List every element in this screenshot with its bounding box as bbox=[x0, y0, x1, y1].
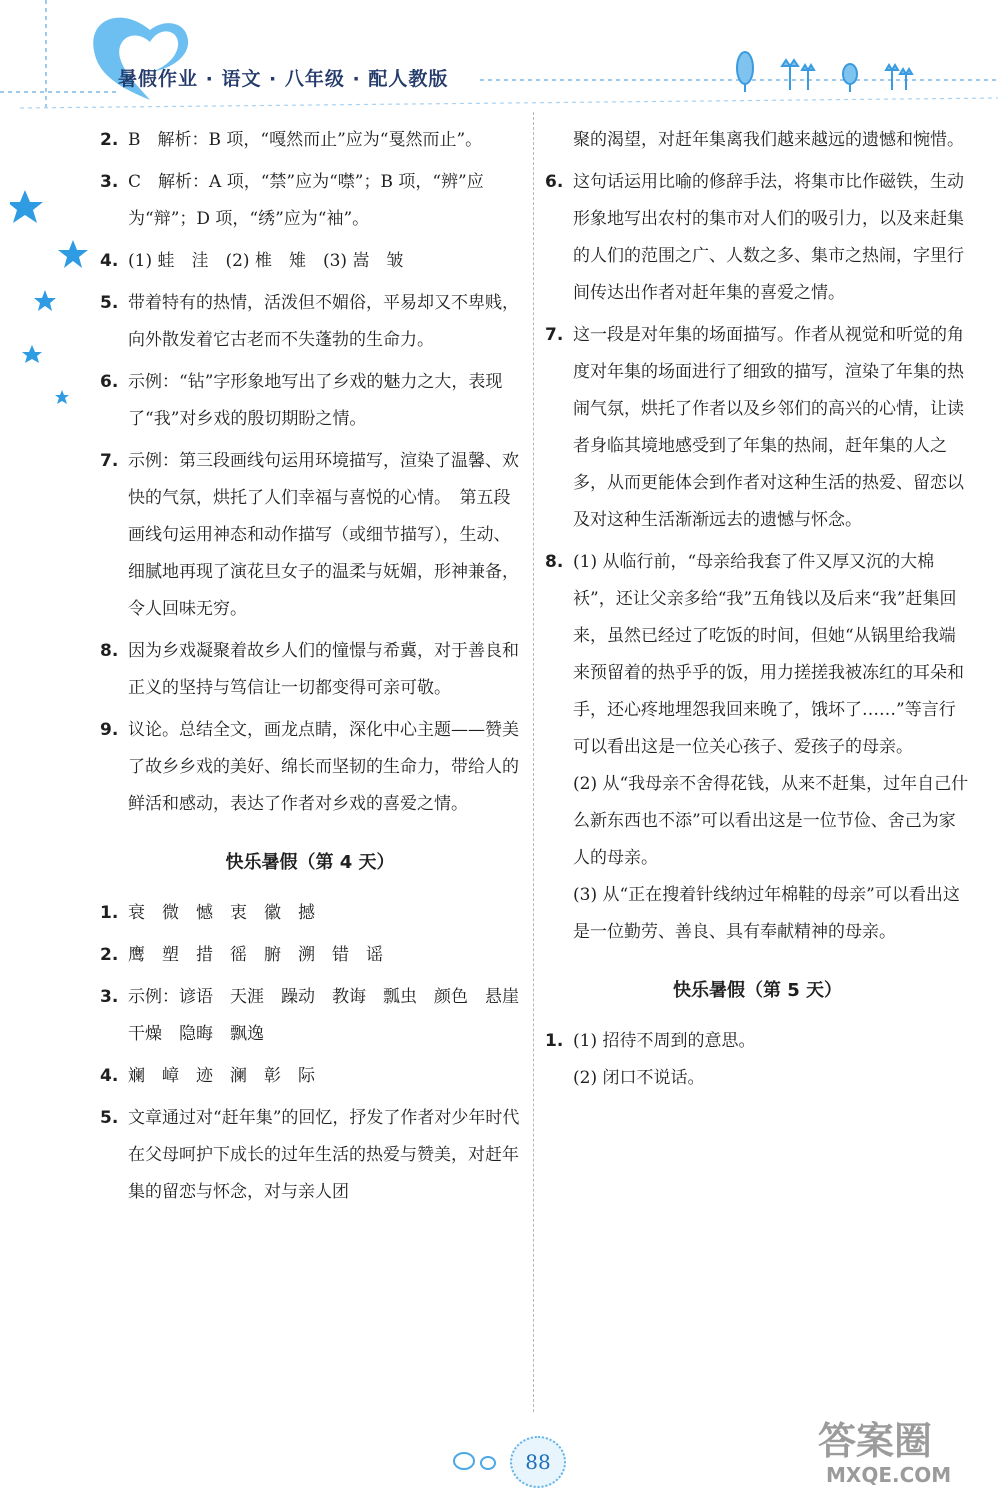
item-number: 7. bbox=[545, 325, 564, 345]
answer-item bbox=[100, 937, 520, 974]
item-number: 2. bbox=[100, 130, 119, 150]
item-text: (1) 蛙 洼 (2) 椎 雉 (3) 嵩 皱 bbox=[128, 251, 404, 271]
item-text: 衰 微 憾 衷 徽 撼 bbox=[128, 903, 315, 923]
item-number: 5. bbox=[100, 1108, 119, 1128]
item-number: 4. bbox=[100, 1066, 119, 1086]
answer-item bbox=[100, 1058, 520, 1095]
item-number: 4. bbox=[100, 251, 119, 271]
item-text: 斓 嶂 迹 澜 彰 际 bbox=[128, 1066, 315, 1086]
answer-item bbox=[100, 712, 520, 823]
answer-item bbox=[100, 895, 520, 932]
answer-item bbox=[100, 633, 520, 707]
page-number: 88 bbox=[510, 1436, 566, 1488]
item-number: 2. bbox=[100, 945, 119, 965]
item-subpart: (1) 招待不周到的意思。 bbox=[573, 1031, 756, 1051]
answer-item bbox=[545, 1023, 970, 1097]
item-text: 这句话运用比喻的修辞手法，将集市比作磁铁，生动形象地写出农村的集市对人们的吸引力，以及来赶集的人们的范围之广、人数之多、集市之热闹，字里行间传达出作者对赶年集的喜爱之情。 bbox=[573, 172, 964, 303]
item-text: 示例：谚语 天涯 躁动 教诲 瓢虫 颜色 悬崖 干燥 隐晦 飘逸 bbox=[128, 987, 536, 1044]
answer-item bbox=[100, 1100, 520, 1211]
item-text: 这一段是对年集的场面描写。作者从视觉和听觉的角度对年集的场面进行了细致的描写，渲染了年集的热闹气氛，烘托了作者以及乡邻们的高兴的心情，让读者身临其境地感受到了年集的热闹，赶年集的人之多，从而更能体会到作者对这种生活的热爱、留恋以及对这种生活渐渐远去的遗憾与怀念。 bbox=[573, 325, 964, 530]
item-number: 6. bbox=[100, 372, 119, 392]
section-title-day4: 快乐暑假（第 4 天） bbox=[225, 852, 395, 873]
watermark-url: MXQE.COM bbox=[826, 1463, 952, 1487]
section-title-day5: 快乐暑假（第 5 天） bbox=[672, 980, 843, 1001]
item-text: 示例：第三段画线句运用环境描写，渲染了温馨、欢快的气氛，烘托了人们幸福与喜悦的心情。 第五段画线句运用神态和动作描写（或细节描写），生动、细腻地再现了演花旦女子的温柔与妩媚，形神兼备，令人回味无穷。 bbox=[128, 451, 519, 619]
item-number: 6. bbox=[545, 172, 564, 192]
watermark-text: 答案圈 bbox=[818, 1419, 933, 1463]
item-number: 1. bbox=[100, 903, 119, 923]
answer-item bbox=[100, 443, 520, 628]
star-icon bbox=[58, 240, 88, 268]
left-column bbox=[100, 122, 536, 1216]
item-text: B 解析：B 项，“嘎然而止”应为“戛然而止”。 bbox=[128, 130, 483, 150]
item-text: 示例：“钻”字形象地写出了乡戏的魅力之大，表现了“我”对乡戏的殷切期盼之情。 bbox=[128, 372, 503, 429]
column-divider bbox=[533, 112, 534, 1412]
star-icon bbox=[10, 190, 43, 223]
item-number: 1. bbox=[545, 1031, 564, 1051]
star-icon bbox=[22, 345, 42, 363]
item-text: 因为乡戏凝聚着故乡人们的憧憬与希冀，对于善良和正义的坚持与笃信让一切都变得可亲可敬。 bbox=[128, 641, 519, 698]
item-number: 8. bbox=[545, 552, 564, 572]
page-header bbox=[0, 0, 1000, 110]
footer-loops-icon bbox=[452, 1446, 512, 1476]
answer-item bbox=[100, 364, 520, 438]
header-title: 暑假作业 · 语文 · 八年级 · 配人教版 bbox=[118, 68, 449, 90]
item-number: 8. bbox=[100, 641, 119, 661]
star-icon bbox=[55, 390, 69, 404]
item-subpart: (3) 从“正在搜着针线纳过年棉鞋的母亲”可以看出这是一位勤劳、善良、具有奉献精神的母亲。 bbox=[573, 885, 960, 942]
item-number: 5. bbox=[100, 293, 119, 313]
item-subpart: (1) 从临行前，“母亲给我套了件又厚又沉的大棉袄”，还让父亲多给“我”五角钱以及后来“我”赶集回来，虽然已经过了吃饭的时间，但她“从锅里给我端来预留着的热乎乎的饭，用力搓搓我被冻红的耳朵和手，还心疼地埋怨我回来晚了，饿坏了……”等言行可以看出这是一位关心孩子、爱孩子的母亲。 bbox=[573, 552, 964, 757]
item-number: 3. bbox=[100, 987, 119, 1007]
answer-item bbox=[100, 979, 536, 1053]
item-subpart: (2) 闭口不说话。 bbox=[573, 1068, 705, 1088]
continuation-text bbox=[545, 122, 970, 159]
item-text: 带着特有的热情，活泼但不媚俗，平易却又不卑贱，向外散发着它古老而不失蓬勃的生命力。 bbox=[128, 293, 519, 350]
answer-item bbox=[100, 243, 520, 280]
answer-item bbox=[100, 164, 520, 238]
answer-item bbox=[545, 544, 970, 951]
stars-decoration bbox=[10, 180, 90, 420]
item-subpart: (2) 从“我母亲不舍得花钱，从来不赶集，过年自己什么新东西也不添”可以看出这是一位节俭、舍己为家人的母亲。 bbox=[573, 774, 969, 868]
answer-item bbox=[545, 164, 970, 312]
header-decoration bbox=[0, 0, 1000, 110]
item-text: C 解析：A 项，“禁”应为“噤”；B 项，“辨”应为“辩”；D 项，“绣”应为“袖”。 bbox=[128, 172, 484, 229]
flowers-decoration-icon bbox=[737, 52, 912, 92]
star-icon bbox=[34, 290, 56, 311]
right-column bbox=[545, 122, 970, 1102]
item-number: 7. bbox=[100, 451, 119, 471]
answer-item bbox=[100, 285, 520, 359]
item-text: 文章通过对“赶年集”的回忆，抒发了作者对少年时代在父母呵护下成长的过年生活的热爱与赞美，对赶年集的留恋与怀念，对与亲人团 bbox=[128, 1108, 520, 1202]
watermark-logo bbox=[808, 1412, 996, 1490]
item-text: 聚的渴望，对赶年集离我们越来越远的遗憾和惋惜。 bbox=[573, 130, 964, 150]
item-number: 9. bbox=[100, 720, 119, 740]
answer-item bbox=[545, 317, 970, 539]
item-number: 3. bbox=[100, 172, 119, 192]
item-text: 鹰 塑 措 徭 腑 溯 错 谣 bbox=[128, 945, 383, 965]
item-text: 议论。总结全文，画龙点睛，深化中心主题——赞美了故乡乡戏的美好、绵长而坚韧的生命力，带给人的鲜活和感动，表达了作者对乡戏的喜爱之情。 bbox=[128, 720, 519, 814]
answer-item bbox=[100, 122, 520, 159]
